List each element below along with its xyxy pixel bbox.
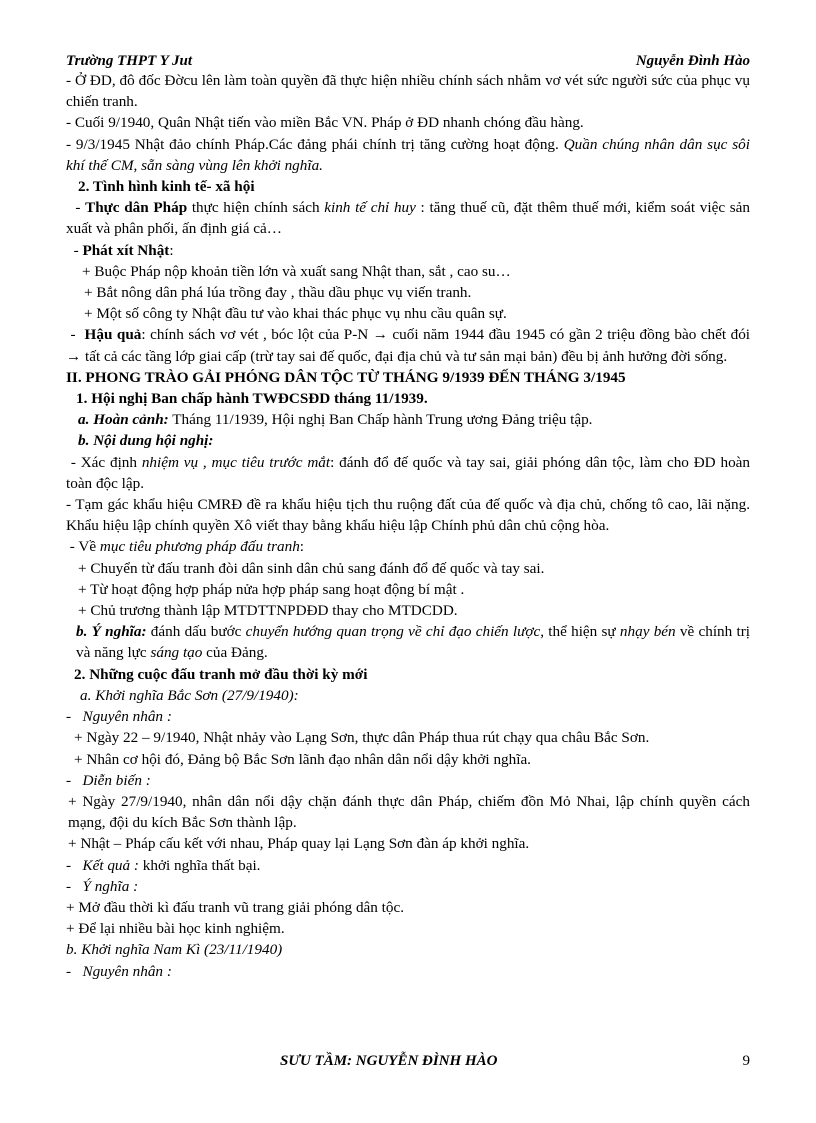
paragraph: - 9/3/1945 Nhật đảo chính Pháp.Các đảng phái chính trị tăng cường hoạt động. Quần chúng nhân dân sục sôi khí thế CM, sẵn sàng vùng lên khởi nghĩa. bbox=[66, 135, 750, 174]
subsection-heading: a. Khởi nghĩa Bắc Sơn (27/9/1940): bbox=[80, 686, 299, 704]
paragraph: - Phát xít Nhật: bbox=[66, 241, 174, 259]
document-body bbox=[66, 70, 750, 982]
paragraph: - Thực dân Pháp thực hiện chính sách kinh tế chỉ huy : tăng thuế cũ, đặt thêm thuế mới, kiểm soát việc sản xuất và phân phối, ấn định giá cả… bbox=[66, 199, 751, 238]
paragraph: b. Ý nghĩa: đánh dấu bước chuyển hướng quan trọng về chỉ đạo chiến lược, thể hiện sự nhạy bén về chính trị và năng lực sáng tạo của Đảng. bbox=[76, 623, 750, 662]
paragraph: - Xác định nhiệm vụ , mục tiêu trước mắt: đánh đổ đế quốc và tay sai, giải phóng dân tộc, làm cho ĐD hoàn toàn độc lập. bbox=[66, 453, 750, 492]
paragraph: - Nguyên nhân : bbox=[66, 962, 172, 980]
paragraph: - Ở ĐD, đô đốc Đờcu lên làm toàn quyền đã thực hiện nhiều chính sách nhằm vơ vét sức người sức của phục vụ chiến tranh. bbox=[66, 72, 750, 111]
section-heading: 1. Hội nghị Ban chấp hành TWĐCSĐD tháng 11/1939. bbox=[76, 390, 428, 408]
arrow-icon: → bbox=[66, 347, 82, 365]
paragraph: - Diễn biến : bbox=[66, 771, 151, 789]
page-number: 9 bbox=[742, 1053, 750, 1069]
paragraph: - Ý nghĩa : bbox=[66, 877, 139, 895]
paragraph: - Cuối 9/1940, Quân Nhật tiến vào miền Bắc VN. Pháp ở ĐD nhanh chóng đầu hàng. bbox=[66, 114, 584, 132]
paragraph: - Tạm gác khẩu hiệu CMRĐ đề ra khẩu hiệu tịch thu ruộng đất của đế quốc và địa chủ, chống tô cao, lãi nặng. Khẩu hiệu lập chính quyền Xô viết thay bằng khẩu hiệu lập Chính phủ dân chủ cộng hòa. bbox=[66, 496, 750, 535]
school-name: Trường THPT Y Jut bbox=[66, 53, 193, 69]
document-page bbox=[66, 52, 750, 982]
list-item: + Một số công ty Nhật đầu tư vào khai thác phục vụ nhu cầu quân sự. bbox=[84, 305, 507, 323]
author-name: Nguyễn Đình Hào bbox=[635, 53, 750, 69]
list-item: + Để lại nhiều bài học kinh nghiệm. bbox=[66, 920, 285, 938]
page-header bbox=[66, 52, 750, 70]
arrow-icon: → bbox=[372, 326, 388, 344]
list-item: + Mở đầu thời kì đấu tranh vũ trang giải phóng dân tộc. bbox=[66, 898, 405, 916]
paragraph: a. Hoàn cảnh: Tháng 11/1939, Hội nghị Ban Chấp hành Trung ương Đảng triệu tập. bbox=[78, 411, 593, 429]
section-heading: II. PHONG TRÀO GẢI PHÓNG DÂN TỘC TỪ THÁNG 9/1939 ĐẾN THÁNG 3/1945 bbox=[66, 368, 626, 386]
section-heading: 2. Tình hình kinh tế- xã hội bbox=[78, 178, 255, 196]
subsection-heading: b. Khởi nghĩa Nam Kì (23/11/1940) bbox=[66, 941, 283, 959]
paragraph: - Về mục tiêu phương pháp đấu tranh: bbox=[66, 538, 305, 556]
list-item: + Ngày 22 – 9/1940, Nhật nhảy vào Lạng Sơn, thực dân Pháp thua rút chạy qua châu Bắc Sơn. bbox=[74, 729, 650, 747]
list-item: + Chuyển từ đấu tranh đòi dân sinh dân chủ sang đánh đổ đế quốc và tay sai. bbox=[78, 559, 545, 577]
list-item: + Nhân cơ hội đó, Đảng bộ Bắc Sơn lãnh đạo nhân dân nổi dậy khởi nghĩa. bbox=[74, 750, 531, 768]
list-item: + Chủ trương thành lập MTDTTNPDĐD thay cho MTDCDD. bbox=[78, 602, 458, 620]
paragraph: b. Nội dung hội nghị: bbox=[78, 432, 214, 450]
list-item: + Từ hoạt động hợp pháp nửa hợp pháp sang hoạt động bí mật . bbox=[78, 580, 465, 598]
list-item: + Bắt nông dân phá lúa trồng đay , thầu dầu phục vụ viến tranh. bbox=[84, 284, 472, 302]
footer-source: SƯU TẦM: NGUYỄN ĐÌNH HÀO bbox=[280, 1053, 498, 1069]
list-item: + Ngày 27/9/1940, nhân dân nổi dậy chặn đánh thực dân Pháp, chiếm đồn Mỏ Nhai, lập chính quyền cách mạng, đội du kích Bắc Sơn thành lập. bbox=[68, 792, 750, 832]
list-item: + Nhật – Pháp cấu kết với nhau, Pháp quay lại Lạng Sơn đàn áp khởi nghĩa. bbox=[68, 835, 530, 853]
section-heading: 2. Những cuộc đấu tranh mở đầu thời kỳ mới bbox=[74, 665, 368, 683]
paragraph: - Nguyên nhân : bbox=[66, 708, 172, 726]
paragraph: - Kết quả : khởi nghĩa thất bại. bbox=[66, 856, 261, 874]
paragraph: - Hậu quả: chính sách vơ vét , bóc lột của P-N → cuối năm 1944 đầu 1945 có gần 2 triệu đồng bào chết đói → tất cả các tầng lớp giai cấp (trừ tay sai đế quốc, đại địa chủ và tư sản mại bản) đều bị ảnh hưởng đời sống. bbox=[66, 326, 751, 365]
list-item: + Buộc Pháp nộp khoản tiền lớn và xuất sang Nhật than, sắt , cao su… bbox=[82, 262, 511, 280]
